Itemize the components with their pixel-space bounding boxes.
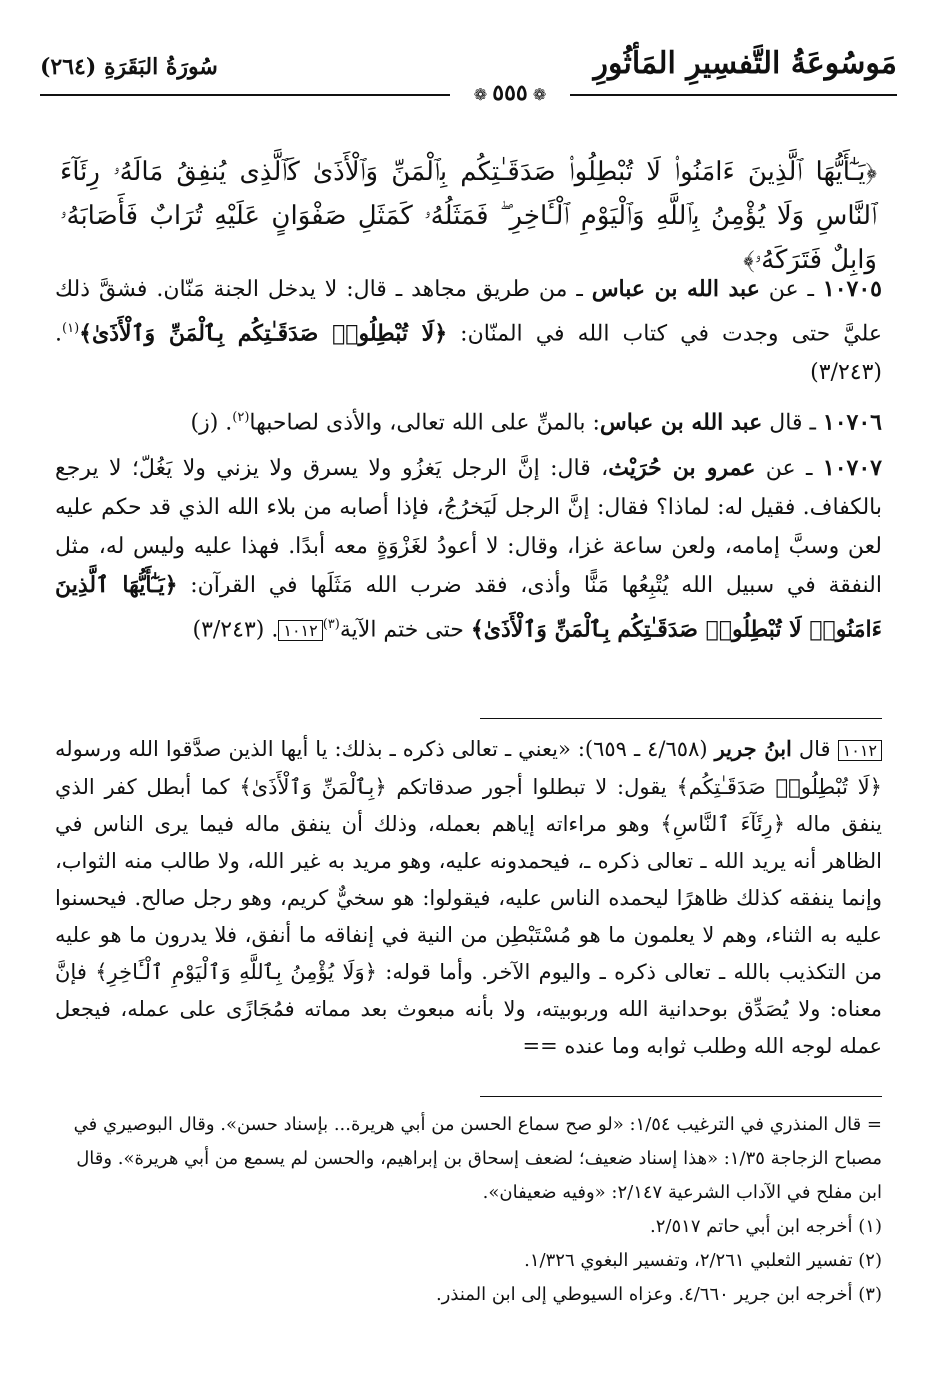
footnote-2: (٢) تفسير الثعلبي ٢/٢٦١، وتفسير البغوي ١/٣٢٦. — [524, 1250, 882, 1271]
footnote-1: (١) أخرجه ابن أبي حاتم ٢/٥١٧. — [650, 1216, 882, 1237]
source-ref: . (٣/٢٤٣) — [55, 321, 882, 386]
quran-quote: ﴿يَـٰٓأَيُّهَا ٱلَّذِينَ ءَامَنُوا۟ لَا تُبْطِلُوا۟ صَدَقَـٰتِكُم بِٱلْمَنِّ وَٱلْأَذَىٰ﴾ — [55, 571, 882, 642]
note-reference-box: ١٠١٢ — [278, 620, 322, 641]
narration-text: ـ قال — [762, 410, 816, 436]
narrator-name: عبد الله بن عباس — [599, 409, 763, 436]
footnote-separator — [480, 1096, 882, 1097]
source-ref: . (٣/٢٤٣) — [192, 616, 279, 642]
note-intro: قال — [791, 737, 831, 761]
footnotes — [55, 1108, 882, 1312]
ornament-icon: ❁ — [473, 85, 488, 104]
narrations — [55, 270, 882, 656]
note-number-box: ١٠١٢ — [838, 740, 882, 761]
page-header — [40, 40, 897, 106]
narration-text: : بالمنِّ على الله تعالى، والأذى لصاحبها — [249, 410, 600, 436]
surah-label: سُورَةُ البَقَرَةِ (٢٦٤) — [40, 54, 218, 80]
narration-text: حتى ختم الآية — [339, 616, 471, 642]
narration-text: ، قال: إنَّ الرجل يَغزُو ولا يسرق ولا يزني ولا يَغُلّ؛ لا يرجع بالكفاف. فقيل له: لماذا؟ فقال: إنَّ الرجل لَيَخرُجُ، فإذا أصابه من بلاء الله الذي قد حكم عليه لعن وسبَّ إمامه، ولعن ساعة غزا، وقال: لا أعودُ لغَزْوَةٍ معه أبدًا. فهذا عليه وليس له، مثل النفقة في سبيل الله يُتْبِعُها مَنًّا وأذى، فقد ضرب الله مَثَلَها في القرآن: — [55, 455, 882, 598]
narration-10705 — [55, 270, 882, 392]
narration-text: ـ عن — [759, 277, 814, 302]
page-number-block — [450, 80, 570, 110]
note-separator — [480, 718, 882, 719]
note-text: (٤/٦٥٨ ـ ٦٥٩): «يعني ـ تعالى ذكره ـ بذلك: يا أيها الذين صدَّقوا الله ورسوله ﴿لَا تُبْطِلُوا۟ صَدَقَـٰتِكُم﴾ يقول: لا تبطلوا أجور صدقاتكم ﴿بِٱلْمَنِّ وَٱلْأَذَىٰ﴾ كما أبطل كفر الذي ينفق ماله ﴿رِئَآءَ ٱلنَّاسِ﴾ وهو مراءاته إياهم بعمله، وذلك أن ينفق ماله فيما يرى الناس في الظاهر أنه يريد الله ـ تعالى ذكره ـ، فيحمدونه عليه، وهو مريد به غير الله، ولا طالب منه الثواب، وإنما ينفقه كذلك ظاهرًا ليحمده الناس عليه، فيقولوا: هو سخيٌّ كريم، وهو رجل صالح. فيحسنوا عليه به الثناء، وهم لا يعلمون ما هو مُسْتَبْطِن من النية في إنفاقه ما أنفق، فلا يدرون ما هو عليه من التكذيب بالله ـ تعالى ذكره ـ واليوم الآخر. وأما قوله: ﴿وَلَا يُؤْمِنُ بِٱللَّهِ وَٱلْيَوْمِ ٱلْـَٔاخِرِ﴾ فإنَّ معناه: ولا يُصَدِّق بوحدانية الله وربوبيته، ولا بأنه مبعوث بعد مماته فمُجَازًى على عمله، فيجعل عمله لوجه الله وطلب ثوابه وما عنده == — [55, 737, 882, 1058]
page-number: ٥٥٥ — [492, 80, 528, 106]
ornament-icon: ❁ — [532, 85, 547, 104]
quran-quote: ﴿لَا تُبْطِلُوا۟ صَدَقَـٰتِكُم بِٱلْمَنِّ وَٱلْأَذَىٰ﴾ — [79, 320, 448, 347]
note-author: ابنُ جرير — [714, 736, 792, 761]
narration-10707 — [55, 449, 882, 650]
quran-verse: ﴿يَـٰٓأَيُّهَا ٱلَّذِينَ ءَامَنُوا۟ لَا تُبْطِلُوا۟ صَدَقَـٰتِكُم بِٱلْمَنِّ وَٱلْأَذَىٰ كَٱلَّذِى يُنفِقُ مَالَهُۥ رِئَآءَ ٱلنَّاسِ وَلَا يُؤْمِنُ بِٱللَّهِ وَٱلْيَوْمِ ٱلْـَٔاخِرِ ۖ فَمَثَلُهُۥ كَمَثَلِ صَفْوَانٍ عَلَيْهِ تُرَابٌ فَأَصَابَهُۥ وَابِلٌ فَتَرَكَهُۥ﴾ — [60, 157, 877, 275]
narrator-name: عبد الله بن عباس — [591, 276, 760, 302]
footnote-marker: (٣) — [322, 616, 340, 632]
narration-10706 — [55, 398, 882, 442]
narration-number: ١٠٧٠٧ — [822, 454, 882, 481]
narration-number: ١٠٧٠٦ — [822, 409, 882, 436]
narration-number: ١٠٧٠٥ — [822, 276, 882, 302]
footnote-3: (٣) أخرجه ابن جرير ٤/٦٦٠. وعزاه السيوطي إلى ابن المنذر. — [435, 1284, 882, 1305]
footnote-continuation: = قال المنذري في الترغيب ١/٥٤: «لو صح سماع الحسن من أبي هريرة... بإسناد حسن». وقال البوصيري في مصباح الزجاجة ١/٣٥: «هذا إسناد ضعيف؛ لضعف إسحاق بن إبراهيم، والحسن لم يسمع من أبي هريرة». وقال ابن مفلح في الآداب الشرعية ٢/١٤٧: «وفيه ضعيفان». — [73, 1114, 882, 1203]
commentary-note — [55, 730, 882, 1065]
narrator-name: عمرو بن حُرَيْث — [608, 454, 756, 481]
narration-text: ـ عن — [755, 455, 813, 481]
footnote-marker: (١) — [62, 321, 80, 336]
footnote-marker: (٢) — [232, 410, 250, 426]
source-ref: . (ز) — [190, 410, 233, 436]
narration-text: ـ من طريق مجاهد ـ قال: لا يدخل الجنة مَنّان. فشقَّ ذلك عليَّ حتى وجدت في كتاب الله في المنّان: — [55, 277, 882, 347]
book-title: مَوسُوعَةُ التَّفسِيرِ المَأثُورِ — [593, 46, 897, 81]
